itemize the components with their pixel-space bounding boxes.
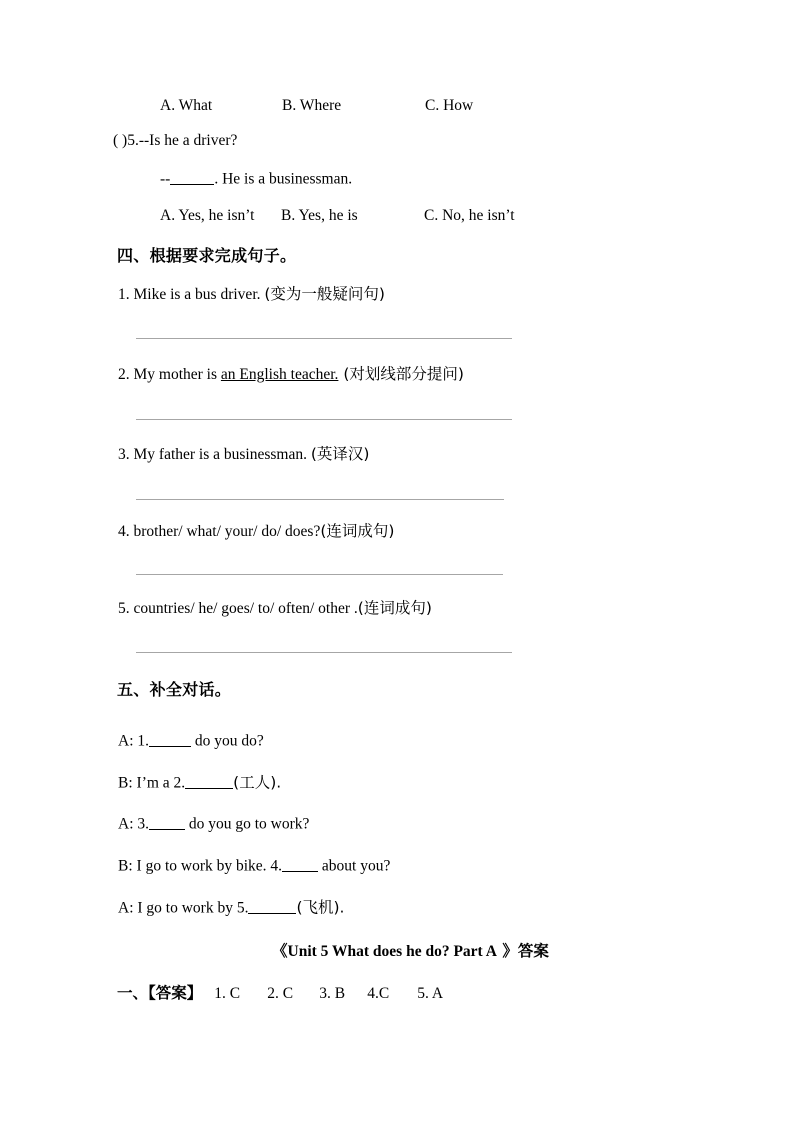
- dialogue-3-number: 3.: [137, 815, 149, 833]
- answer-key-row-one: [117, 981, 443, 1003]
- section-four-item-5: [118, 601, 432, 617]
- answer-5: 5. A: [417, 985, 444, 1002]
- dialogue-1-number: 1.: [137, 732, 149, 750]
- question5-text: --Is he a driver?: [138, 132, 238, 149]
- dialogue-2-blank[interactable]: [185, 774, 233, 789]
- question5-marker[interactable]: ( )5.: [113, 132, 139, 149]
- question5-answer-tail: . He is a businessman.: [214, 170, 353, 188]
- answer-4: 4.C: [367, 985, 390, 1002]
- question5-answer-lead: --: [160, 170, 171, 188]
- dialogue-5-number: 5.: [236, 899, 249, 917]
- question4-option-b[interactable]: B. Where: [282, 97, 342, 114]
- dialogue-5-speaker: A:: [118, 899, 138, 917]
- dialogue-line-2: [118, 774, 281, 791]
- item-4-number: 4.: [118, 523, 130, 540]
- section-four-item-2: [118, 367, 464, 383]
- dialogue-4-speaker: B:: [118, 857, 137, 875]
- item-1-number: 1.: [118, 286, 130, 303]
- dialogue-2-speaker: B:: [118, 774, 137, 792]
- dialogue-line-5: [118, 899, 344, 916]
- item-2-text: My mother is: [129, 366, 221, 383]
- section-four-item-3: [118, 447, 369, 463]
- question5-answer-blank[interactable]: [170, 170, 214, 185]
- dialogue-3-speaker: A:: [118, 815, 138, 833]
- dialogue-line-1: [118, 732, 264, 749]
- item-1-instruction: (变为一般疑问句): [264, 285, 385, 303]
- section-four-item-1: [118, 287, 385, 303]
- item-3-instruction: (英译汉): [310, 445, 370, 463]
- dialogue-5-text: (飞机).: [296, 898, 345, 917]
- section-five-heading: 五、补全对话。: [117, 680, 232, 699]
- dialogue-1-speaker: A:: [118, 732, 138, 750]
- item-3-text: My father is a businessman.: [129, 446, 311, 463]
- dialogue-4-prefix: I go to work by bike.: [136, 857, 271, 875]
- item-3-answer-rule[interactable]: [136, 499, 504, 500]
- answer-3: 3. B: [319, 985, 346, 1002]
- answer-key-title: [272, 939, 549, 961]
- item-2-underlined-part: an English teacher.: [220, 366, 339, 383]
- dialogue-line-4: [118, 857, 390, 874]
- dialogue-2-text: (工人).: [233, 773, 282, 792]
- question5-option-c[interactable]: C. No, he isn’t: [424, 207, 515, 224]
- section-four-heading: 四、根据要求完成句子。: [117, 246, 297, 265]
- item-3-number: 3.: [118, 446, 130, 463]
- dialogue-2-prefix: I’m a: [136, 774, 174, 792]
- dialogue-5-prefix: I go to work by: [137, 899, 237, 917]
- item-2-instruction: (对划线部分提问): [338, 365, 464, 383]
- dialogue-3-blank[interactable]: [149, 815, 185, 830]
- item-2-answer-rule[interactable]: [136, 419, 512, 420]
- answer-1: 1. C: [214, 985, 241, 1002]
- answer-key-section-label: 一、【答案】: [117, 984, 203, 1002]
- question5-options: [160, 207, 515, 225]
- question4-options: [160, 97, 473, 115]
- dialogue-3-text: do you go to work?: [185, 815, 310, 833]
- item-1-answer-rule[interactable]: [136, 338, 512, 339]
- dialogue-4-blank[interactable]: [282, 857, 318, 872]
- item-4-answer-rule[interactable]: [136, 574, 503, 575]
- dialogue-1-text: do you do?: [191, 732, 264, 750]
- question5-answer-line: [160, 170, 352, 187]
- question5-option-a[interactable]: A. Yes, he isn’t: [160, 207, 255, 224]
- dialogue-1-blank[interactable]: [149, 732, 191, 747]
- dialogue-4-number: 4.: [270, 857, 283, 875]
- item-5-text: countries/ he/ goes/ to/ often/ other .: [129, 600, 358, 617]
- answer-key-title-close-bracket: 》: [496, 942, 518, 960]
- question4-option-a[interactable]: A. What: [160, 97, 213, 114]
- dialogue-5-blank[interactable]: [248, 899, 296, 914]
- item-5-number: 5.: [118, 600, 130, 617]
- item-4-text: brother/ what/ your/ do/ does?: [129, 523, 321, 540]
- question4-option-c[interactable]: C. How: [425, 97, 474, 114]
- item-1-text: Mike is a bus driver.: [129, 286, 265, 303]
- item-2-number: 2.: [118, 366, 130, 383]
- dialogue-2-number: 2.: [173, 774, 186, 792]
- item-5-instruction: (连词成句): [357, 599, 432, 617]
- answer-key-title-main: Unit 5 What does he do? Part A: [287, 943, 497, 960]
- dialogue-line-3: [118, 815, 309, 832]
- answer-2: 2. C: [267, 985, 294, 1002]
- answer-key-title-suffix: 答案: [517, 942, 549, 960]
- item-5-answer-rule[interactable]: [136, 652, 512, 653]
- item-4-instruction: (连词成句): [320, 522, 395, 540]
- dialogue-4-text: about you?: [318, 857, 391, 875]
- section-four-item-4: [118, 524, 394, 540]
- answer-key-title-open-bracket: 《: [272, 942, 288, 960]
- question5-prompt: [113, 133, 237, 149]
- question5-option-b[interactable]: B. Yes, he is: [281, 207, 358, 224]
